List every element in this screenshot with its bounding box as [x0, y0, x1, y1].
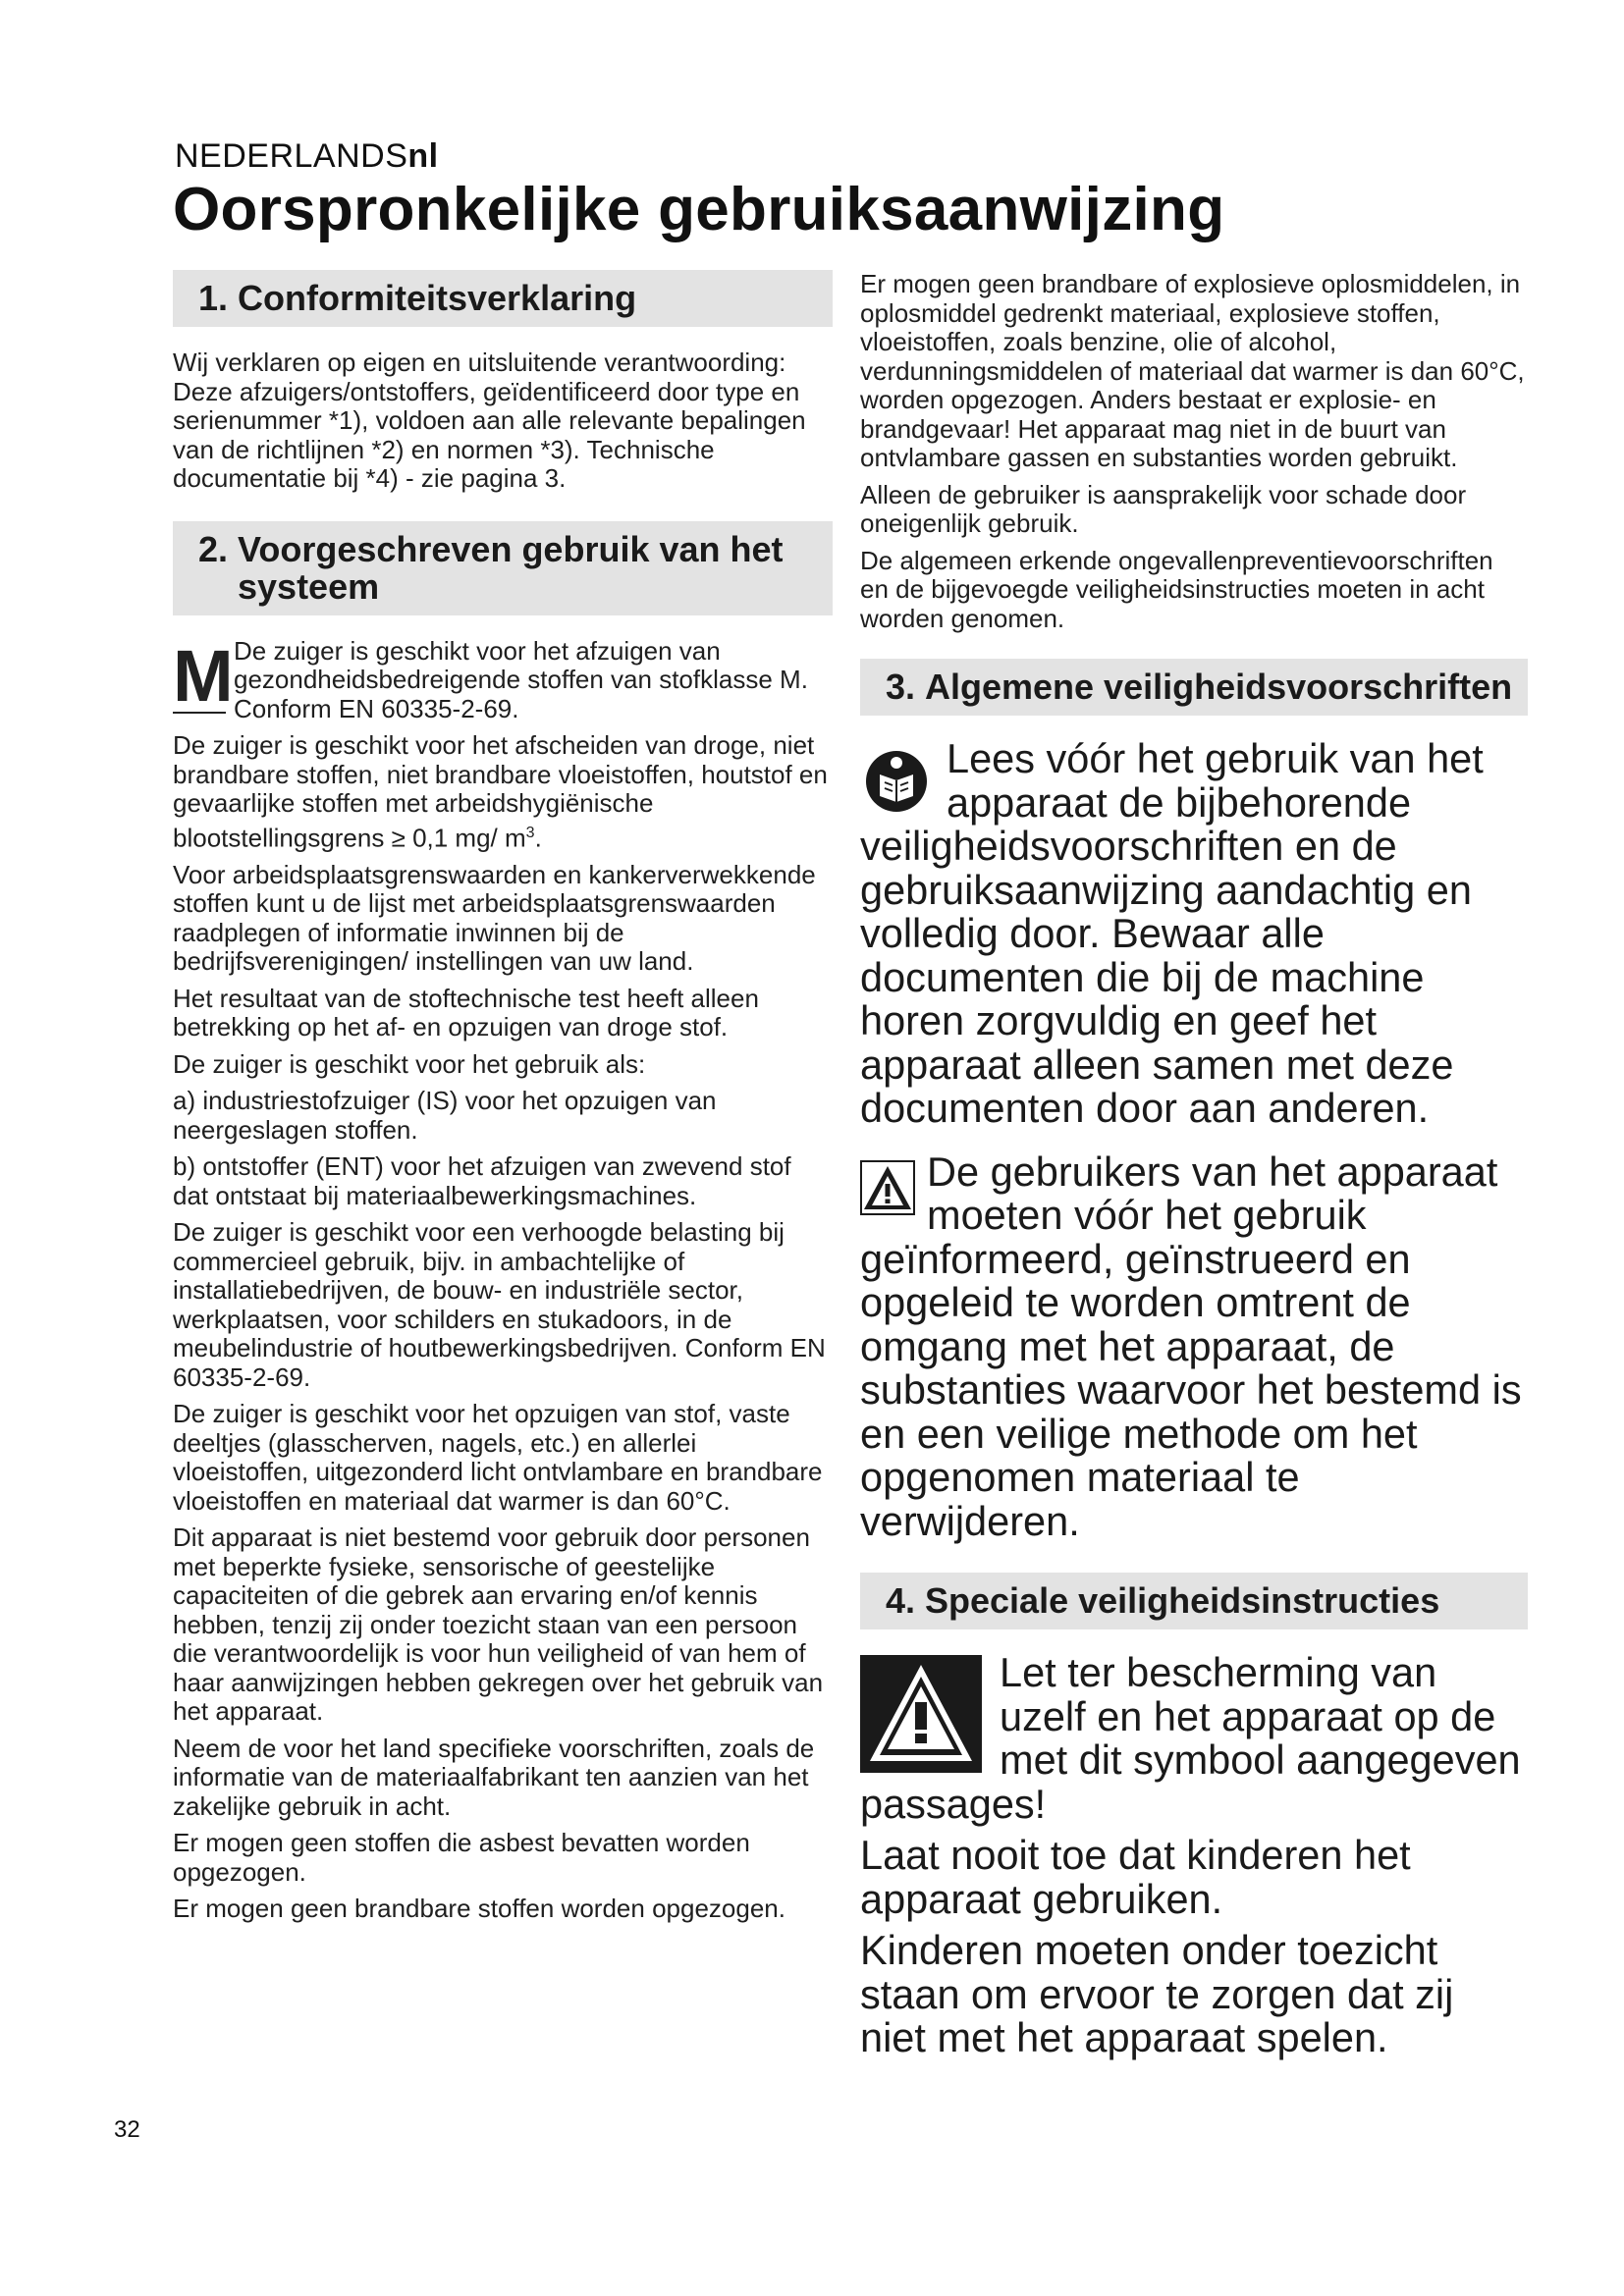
body-paragraph: Er mogen geen brandbare of explosieve oplosmiddelen, in oplosmiddel gedrenkt materiaal, explosieve stoffen, vloeistoffen, zoals benzine, olie of alcohol, verdunningsmiddelen of materiaal dat warmer is dan 60°C, worden opgezogen. Anders bestaat er explosie- en brandgevaar! Het apparaat mag niet in de buurt van ontvlambare gassen en substanties worden gebruikt.: [860, 269, 1525, 472]
section-number: 1.: [198, 278, 229, 318]
read-manual-icon: [864, 749, 929, 814]
symbol-warning-paragraph: Let ter bescherming van uzelf en het apparaat op de met dit symbool aangegeven passages!: [860, 1651, 1521, 1827]
body-paragraph: b) ontstoffer (ENT) voor het afzuigen van zwevend stof dat ontstaat bij materiaalbewerkingsmachines.: [173, 1151, 791, 1210]
section-3-heading: [860, 659, 1528, 716]
user-warning-paragraph: De gebruikers van het apparaat moeten vóór het gebruik geïnformeerd, geïnstrueerd en opgeleid te worden omtrent de omgang met het apparaat, de substanties waarvoor het bestemd is en een veilige methode om het opgenomen materiaal te verwijderen.: [860, 1149, 1522, 1544]
warning-triangle-icon: [860, 1160, 915, 1215]
user-warning-block: [860, 1150, 1528, 1552]
read-manual-block: [860, 737, 1528, 1139]
section-number: 3.: [886, 667, 916, 707]
section-1-heading: [173, 270, 833, 327]
page-number: 32: [114, 2116, 140, 2143]
afscheiden-end: .: [534, 823, 542, 853]
symbol-warning-block: [860, 1651, 1528, 1834]
body-paragraph: Voor arbeidsplaatsgrenswaarden en kankerverwekkende stoffen kunt u de lijst met arbeidsplaatsgrenswaarden raadplegen of informatie inwinnen bij de bedrijfsverenigingen/ instellingen van uw land.: [173, 859, 816, 977]
section-title: Voorgeschreven gebruik van het systeem: [238, 528, 784, 607]
body-paragraph: Alleen de gebruiker is aansprakelijk voor schade door oneigenlijk gebruik.: [860, 479, 1467, 538]
superscript-3: 3: [525, 824, 535, 841]
page-title: Oorspronkelijke gebruiksaanwijzing: [173, 176, 1225, 243]
section-number: 4.: [886, 1580, 916, 1621]
afscheiden-text: De zuiger is geschikt voor het afscheiden van droge, niet brandbare stoffen, niet brandbare vloeistoffen, houtstof en gevaarlijke stoffen met arbeidshygiënische blootstellingsgrens ≥ 0,1 mg/ m: [173, 730, 828, 853]
body-paragraph: Neem de voor het land specifieke voorschriften, zoals de informatie van de materiaalfabrikant ten aanzien van het zakelijke gebruik in acht.: [173, 1733, 815, 1821]
section-number: 2.: [198, 528, 229, 569]
section-title: Conformiteitsverklaring: [238, 278, 637, 318]
body-paragraph: Er mogen geen stoffen die asbest bevatten worden opgezogen.: [173, 1828, 750, 1887]
dust-class-paragraph: De zuiger is geschikt voor het afzuigen van gezondheidsbedreigende stoffen van stofklasse M. Conform EN 60335-2-69.: [234, 636, 808, 723]
language-code: nl: [407, 137, 439, 175]
read-manual-paragraph: Lees vóór het gebruik van het apparaat de bijbehorende veiligheidsvoorschriften en de gebruiksaanwijzing aandachtig en volledig door. Bewaar alle documenten die bij de machine horen zorgvuldig en geef het apparaat alleen samen met deze documenten door aan anderen.: [860, 737, 1484, 1131]
dust-class-block: [173, 637, 833, 732]
conformity-paragraph: Wij verklaren op eigen en uitsluitende verantwoording: Deze afzuigers/ontstoffers, geïdentificeerd door type en serienummer *1), voldoen aan alle relevante bepalingen van de richtlijnen *2) en normen *3). Technische documentatie bij *4) - zie pagina 3.: [173, 347, 806, 493]
children-paragraph: Kinderen moeten onder toezicht staan om ervoor te zorgen dat zij niet met het apparaat spelen.: [860, 1927, 1454, 2060]
language-name: NEDERLANDS: [175, 137, 408, 175]
left-column: [173, 270, 833, 1932]
body-paragraph: [173, 731, 833, 853]
body-paragraph: De zuiger is geschikt voor een verhoogde belasting bij commercieel gebruik, bijv. in ambachtelijke of installatiebedrijven, de bouw- en industriële sector, werkplaatsen, voor schilders en stukadoors, in de meubelindustrie of houtbewerkingsbedrijven. Conform EN 60335-2-69.: [173, 1217, 826, 1392]
body-paragraph: Het resultaat van de stoftechnische test heeft alleen betrekking op het af- en opzuigen van droge stof.: [173, 983, 759, 1042]
section-4-heading: [860, 1573, 1528, 1629]
right-column: [860, 270, 1528, 2068]
body-paragraph: De algemeen erkende ongevallenpreventievoorschriften en de bijgevoegde veiligheidsinstructies moeten in acht worden genomen.: [860, 545, 1493, 633]
body-paragraph: De zuiger is geschikt voor het opzuigen van stof, vaste deeltjes (glasscherven, nagels, etc.) en allerlei vloeistoffen, uitgezonderd licht ontvlambare en brandbare vloeistoffen en materiaal dat warmer is dan 60°C.: [173, 1399, 823, 1516]
body-paragraph: a) industriestofzuiger (IS) voor het opzuigen van neergeslagen stoffen.: [173, 1086, 717, 1145]
warning-triangle-icon: [860, 1655, 982, 1773]
language-tag: [175, 137, 439, 176]
section-title: Speciale veiligheidsinstructies: [925, 1580, 1440, 1621]
children-paragraph: Laat nooit toe dat kinderen het apparaat gebruiken.: [860, 1832, 1411, 1922]
body-paragraph: De zuiger is geschikt voor het gebruik als:: [173, 1048, 646, 1079]
section-title: Algemene veiligheidsvoorschriften: [925, 667, 1513, 707]
dust-class-m-badge: M: [173, 636, 234, 717]
body-paragraph: Er mogen geen brandbare stoffen worden opgezogen.: [173, 1894, 785, 1924]
body-paragraph: Dit apparaat is niet bestemd voor gebruik door personen met beperkte fysieke, sensorische of geestelijke capaciteiten of die gebrek aan ervaring en/of kennis hebben, tenzij zij onder toezicht staan van een persoon die verantwoordelijk is voor hun veiligheid of van hem of haar aanwijzingen hebben gekregen over het gebruik van het apparaat.: [173, 1522, 824, 1727]
section-2-heading: [173, 521, 833, 615]
